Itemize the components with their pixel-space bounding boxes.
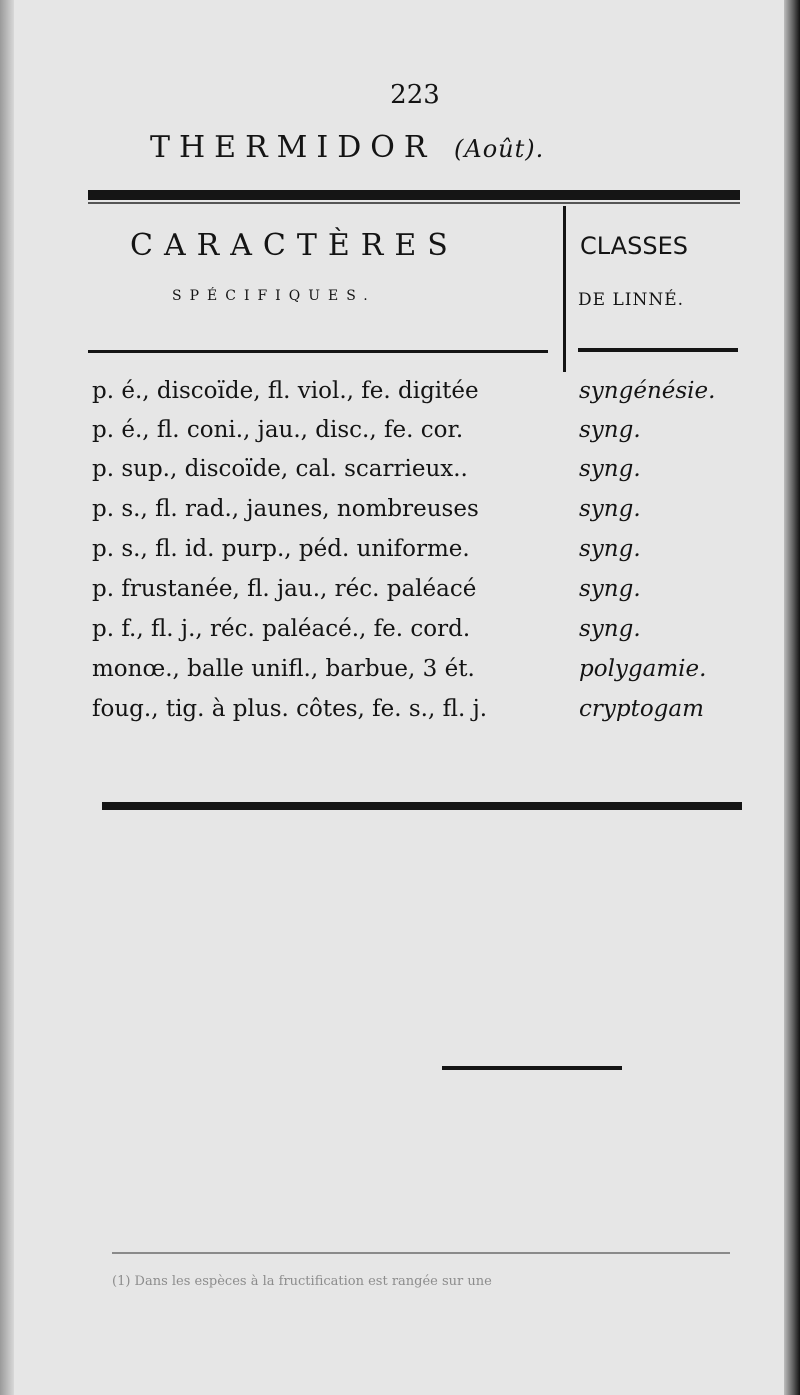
table-row [92, 656, 762, 696]
table-row [92, 696, 762, 736]
row-class: syng. [579, 496, 641, 522]
page-gutter-shadow [0, 0, 14, 1395]
table-end-rule [102, 802, 742, 810]
table-row [92, 456, 762, 496]
top-thin-rule [88, 202, 740, 204]
row-description: monœ., balle unifl., barbue, 3 ét. [92, 656, 475, 682]
footnote: (1) Dans les espèces à la fructification est rangée sur une [112, 1274, 492, 1289]
running-title-main: THERMIDOR [150, 130, 436, 165]
footnote-rule [112, 1252, 730, 1254]
table-row [92, 616, 762, 656]
short-separator-rule [442, 1066, 622, 1070]
row-class: syngénésie. [579, 378, 716, 404]
page-number: 223 [390, 80, 440, 110]
top-thick-rule [88, 190, 740, 200]
table-row [92, 576, 762, 616]
header-caracteres: CARACTÈRES [130, 228, 459, 263]
row-description: p. s., fl. rad., jaunes, nombreuses [92, 496, 479, 522]
table-row [92, 378, 762, 418]
header-underline-left [88, 350, 548, 353]
row-description: p. é., discoïde, fl. viol., fe. digitée [92, 378, 479, 404]
header-classes: CLASSES [580, 232, 688, 260]
header-specifiques: SPÉCIFIQUES. [172, 288, 376, 304]
row-class: cryptogam [579, 696, 704, 722]
row-description: p. sup., discoïde, cal. scarrieux.. [92, 456, 468, 482]
row-description: p. f., fl. j., réc. paléacé., fe. cord. [92, 616, 471, 642]
row-class: syng. [579, 456, 641, 482]
header-de-linne: DE LINNÉ. [578, 290, 685, 310]
row-class: syng. [579, 576, 641, 602]
row-description: p. é., fl. coni., jau., disc., fe. cor. [92, 417, 464, 443]
row-class: syng. [579, 616, 641, 642]
row-description: foug., tig. à plus. côtes, fe. s., fl. j. [92, 696, 488, 722]
running-title [150, 130, 670, 165]
header-underline-right [578, 348, 738, 352]
row-description: p. s., fl. id. purp., péd. uniforme. [92, 536, 470, 562]
row-description: p. frustanée, fl. jau., réc. paléacé [92, 576, 477, 602]
table-row [92, 496, 762, 536]
table-row [92, 417, 762, 457]
row-class: syng. [579, 417, 641, 443]
row-class: syng. [579, 536, 641, 562]
row-class: polygamie. [579, 656, 707, 682]
header-column-divider [563, 206, 566, 372]
book-edge-shadow [784, 0, 800, 1395]
running-title-month: (Août). [454, 135, 545, 163]
table-row [92, 536, 762, 576]
